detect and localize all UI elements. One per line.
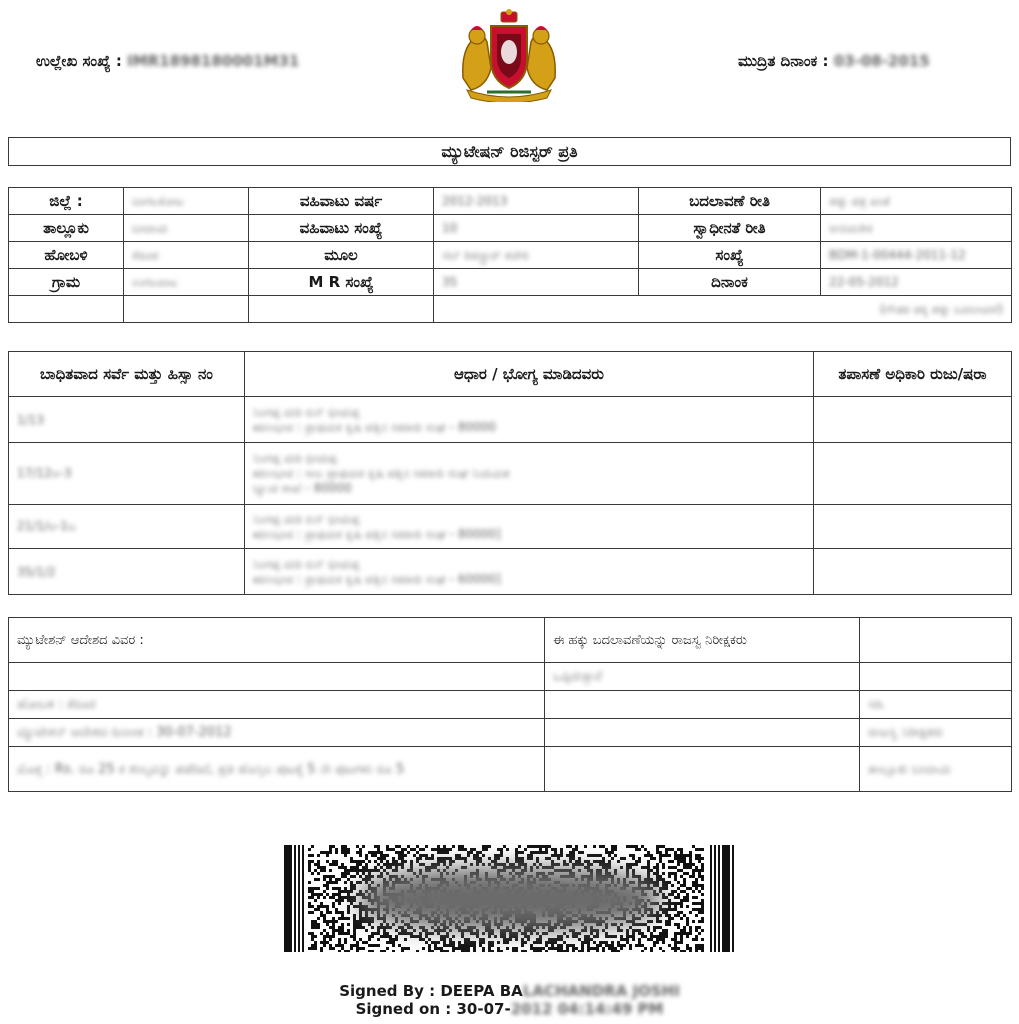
table-row: [9, 505, 1012, 549]
mr-number-value: 35: [434, 269, 639, 296]
reference-number: [36, 52, 299, 70]
change-mode-label: ಬದಲಾವಣೆ ರೀತಿ: [639, 188, 821, 215]
karnataka-emblem-icon: [457, 8, 561, 102]
empty-cell: [124, 296, 249, 323]
signed-by: [0, 982, 1019, 1000]
empty-cell: [545, 747, 860, 792]
page-title: ಮ್ಯುಟೇಷನ್ ರಿಜಿಸ್ಟರ್ ಪ್ರತಿ: [9, 138, 1011, 166]
reference-label: ಉಲ್ಲೇಖ ಸಂಖ್ಯೆ :: [36, 52, 128, 70]
revenue-inspector: ರಾಜಸ್ವ ನಿರೀಕ್ಷಕರು: [860, 719, 1012, 747]
district-value: ಬಾಗಲಕೋಟ: [124, 188, 249, 215]
mr-number-label: M R ಸಂಖ್ಯೆ: [249, 269, 434, 296]
empty-cell: [860, 618, 1012, 663]
signature-detail: ಸಹಿ: [860, 691, 1012, 719]
survey-number-cell: 1/13: [9, 397, 245, 443]
holder-encumbrance-cont: ಬ್ಯಾಂಕ ಶಾಖೆ - 80000: [253, 481, 352, 495]
number-label: ಸಂಖ್ಯೆ: [639, 242, 821, 269]
empty-cell: [545, 691, 860, 719]
date-label: ದಿನಾಂಕ: [639, 269, 821, 296]
district-label: ಜಿಲ್ಲೆ :: [9, 188, 124, 215]
holder-name: ನಿಂಗಪ್ಪ ಮರಿ ಬಿನ್ ಭೀಮಪ್ಪ: [253, 511, 360, 526]
village-label: ಗ್ರಾಮ: [9, 269, 124, 296]
approver-label: ಈ ಹಕ್ಕು ಬದಲಾವಣೆಯನ್ನು ರಾಜಸ್ವ ನಿರೀಕ್ಷಕರು: [545, 618, 860, 663]
holder-encumbrance: ಋಣಭಾರ : ಪ್ರಾಥಮಿಕ ಕೃಷಿ ಪತ್ತಿನ ಸಹಕಾರಿ ಸಂಘ - 80000: [253, 419, 497, 434]
table-row: [9, 549, 1012, 595]
holder-name: ನಿಂಗಪ್ಪ ಮರಿ ಭೀಮಪ್ಪ: [253, 451, 338, 465]
mutation-order-date: ಮ್ಯುಟೇಶನ್ ಆದೇಶದ ದಿನಾಂಕ : 30-07-2012: [9, 719, 545, 747]
reference-value: IMR1898180001M31: [127, 52, 300, 70]
info-table: [8, 187, 1012, 323]
fee-line: ಮೊತ್ತ : Rs. ರೂ 25 ಕ ಶುಲ್ಕವನ್ನು ಪಡೆದಿದೆ, ಪ್ರತಿ ಹೊಸ್ತಿಲ ಪುಟಕ್ಕೆ 5 ನೇ ಪುಟಗಳು: [17, 761, 373, 777]
holder-cell: [245, 443, 814, 505]
print-date: [738, 52, 930, 70]
approved-value: ಒಪ್ಪಿರುತ್ತಾರೆ: [545, 663, 860, 691]
empty-cell: [9, 663, 545, 691]
taluk-label: ತಾಲ್ಲೂಕು: [9, 215, 124, 242]
change-mode-value: ಹಕ್ಕು ಪತ್ರ ಖಾತೆ: [821, 188, 1012, 215]
transaction-number-label: ವಹಿವಾಟು ಸಂಖ್ಯೆ: [249, 215, 434, 242]
taluk-value: ಬಾದಾಮಿ: [124, 215, 249, 242]
barcode-redaction: [360, 868, 660, 930]
hobli-detail: ಹೋಬಳಿ : ಕೆರೂರ: [9, 691, 545, 719]
holders-header: ಆಧಾರ / ಭೋಗ್ಯ ಮಾಡಿದವರು: [245, 352, 814, 397]
empty-cell: [249, 296, 434, 323]
holder-cell: [245, 549, 814, 595]
table-row: [9, 443, 1012, 505]
date-value: 22-05-2012: [821, 269, 1012, 296]
signed-on: [0, 1000, 1019, 1018]
mutation-order-label: ಮ್ಯುಟೇಶನ್ ಆದೇಶದ ವಿವರ :: [9, 618, 545, 663]
holder-name: ನಿಂಗಪ್ಪ ಮರಿ ಬಿನ್ ಭೀಮಪ್ಪ: [253, 404, 360, 419]
survey-number-cell: 35/1/2: [9, 549, 245, 595]
hobli-value: ಕೆರೂರ: [124, 242, 249, 269]
survey-number-cell: 21/1/ಅ-1ಬ: [9, 505, 245, 549]
officer-cell: [814, 549, 1012, 595]
officer-cell: [814, 443, 1012, 505]
table-row: [9, 397, 1012, 443]
transaction-year-label: ವಹಿವಾಟು ವರ್ಷ: [249, 188, 434, 215]
officer-cell: [814, 505, 1012, 549]
source-label: ಮೂಲ: [249, 242, 434, 269]
holder-cell: [245, 505, 814, 549]
officer-signature-header: ತಪಾಸಣೆ ಅಧಿಕಾರಿ ರುಜು/ಷರಾ: [814, 352, 1012, 397]
signed-by-label: Signed By : DEEPA BA: [339, 982, 523, 1000]
signed-by-name: LACHANDRA JOSHI: [522, 982, 680, 1000]
empty-cell: [9, 296, 124, 323]
holder-encumbrance: ಋಣಭಾರ : ಸಾಲ ಪ್ರಾಥಮಿಕ ಕೃಷಿ ಪತ್ತಿನ ಸಹಕಾರಿ ಸಂಘ ನಿಯಮಿತ: [253, 466, 510, 480]
number-value: BDM-1-00444-2011-12: [821, 242, 1012, 269]
empty-cell: [545, 719, 860, 747]
signed-on-label: Signed on : 30-07-: [355, 1000, 511, 1018]
survey-number-header: ಬಾಧಿತವಾದ ಸರ್ವೆ ಮತ್ತು ಹಿಸ್ಸಾ ನಂ: [9, 352, 245, 397]
signed-on-time: 2012 04:14:49 PM: [510, 1000, 664, 1018]
survey-number-cell: 17/12ಅ-3: [9, 443, 245, 505]
officer-cell: [814, 397, 1012, 443]
hobli-label: ಹೋಬಳಿ: [9, 242, 124, 269]
mutation-note-value: (ಗೌಡರ ಪಕ್ಕ ಹಕ್ಕು ಬದಲಾವಣೆ): [434, 296, 1012, 323]
fee-detail: [9, 747, 545, 792]
holder-cell: [245, 397, 814, 443]
village-value: ಉಗಲವಾಟ: [124, 269, 249, 296]
acquisition-mode-value: ಆನುವಂಶಿಕ: [821, 215, 1012, 242]
transaction-year-value: 2012-2013: [434, 188, 639, 215]
print-date-value: 03-08-2015: [833, 52, 930, 70]
fee-line-cont: ರೂ 5: [376, 761, 405, 777]
acquisition-mode-label: ಸ್ವಾಧೀನತೆ ರೀತಿ: [639, 215, 821, 242]
holder-encumbrance: ಋಣಭಾರ : ಪ್ರಾಥಮಿಕ ಕೃಷಿ ಪತ್ತಿನ ಸಹಕಾರಿ ಸಂಘ - 60000]: [253, 571, 501, 586]
transaction-number-value: 10: [434, 215, 639, 242]
source-value: ಸಬ್ ರಿಜಿಸ್ಟ್ರಾರ್ ಕಚೇರಿ: [434, 242, 639, 269]
holder-encumbrance: ಋಣಭಾರ : ಪ್ರಾಥಮಿಕ ಕೃಷಿ ಪತ್ತಿನ ಸಹಕಾರಿ ಸಂಘ - 80000]: [253, 526, 501, 541]
print-date-label: ಮುದ್ರಿತ ದಿನಾಂಕ :: [738, 52, 834, 70]
holder-name: ನಿಂಗಪ್ಪ ಮರಿ ಬಿನ್ ಭೀಮಪ್ಪ: [253, 556, 360, 571]
empty-cell: [860, 663, 1012, 691]
title-table: [8, 137, 1011, 166]
taluk-office: ತಾಲ್ಲೂಕು ಬಾದಾಮಿ: [860, 747, 1012, 792]
survey-table: [8, 351, 1012, 595]
mutation-table: [8, 617, 1012, 792]
